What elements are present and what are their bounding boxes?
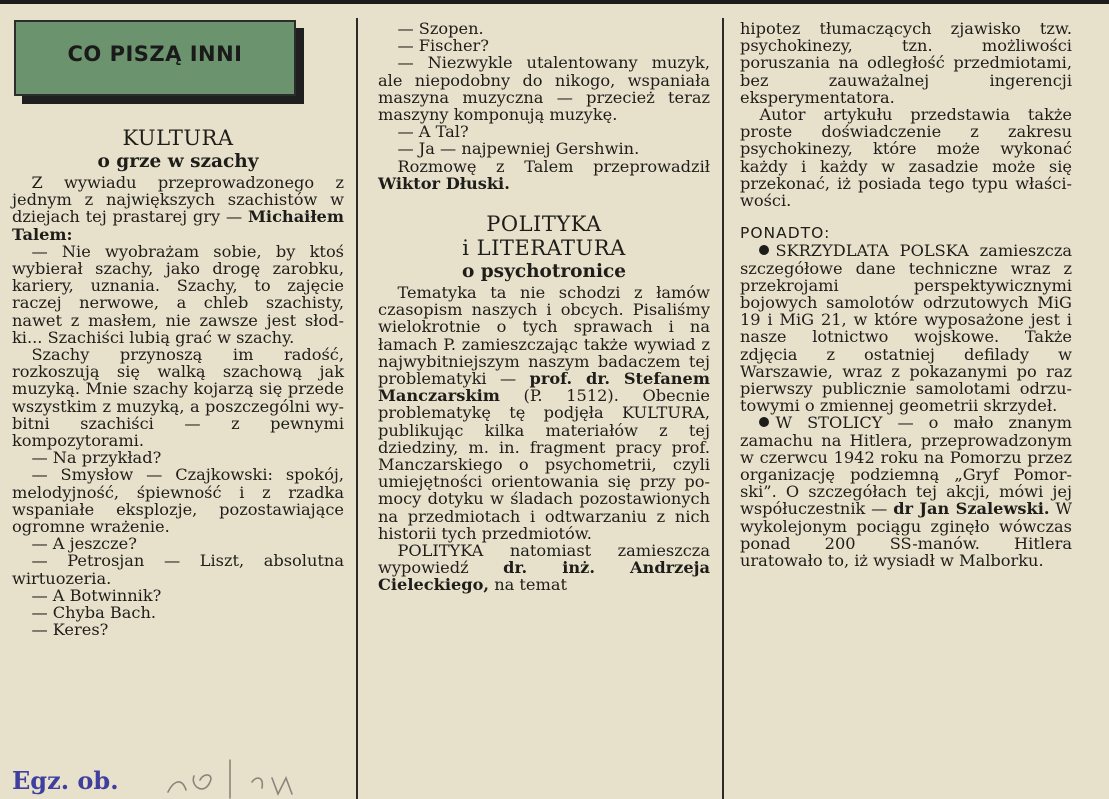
column-3	[740, 20, 1072, 569]
paragraph: — Nie wyobrażam sobie, by ktoś wybierał szachy, jako drogę zarobku, kariery, uznania. Szachy, to zajęcie raczej nerwowe, a chleb szachisty, nawet z masłem, nie zawsze jest słodki... Szachiści lubią grać w szachy.	[12, 241, 344, 347]
paragraph: — Fischer?	[397, 36, 489, 56]
bullet-icon	[759, 245, 769, 255]
handwritten-scribble	[160, 752, 300, 799]
paragraph	[378, 158, 710, 192]
text: zamieszcza szczegółowe dane techniczne wraz z przekrojami perspektywicznymi bojowych samolotów odrzutowych MiG 19 i MiG 21, w które wyposażone jest i nasze lotnictwo wojskowe. Także zdjęcia z ostatniej defilady w Warszawie, wraz z pokazanymi po raz pierwszy publicznie samolotami odrzutowymi o zmiennej geometrii skrzydeł.	[740, 241, 1073, 416]
bullet-item	[740, 414, 1072, 569]
polityka-title: POLITYKA	[486, 212, 602, 237]
credit-text: Rozmowę z Talem przeprowadził	[397, 156, 710, 176]
column-2	[378, 20, 710, 594]
text: W wykolejonym pociągu zginęło wówczas ponad 200 SS-manów. Hitlera uratowało to, iż wysiadł w Malborku.	[740, 499, 1072, 571]
person-name: dr. inż. Andrzeja Cieleckiego,	[378, 558, 710, 595]
archive-stamp: Egz. ob.	[12, 766, 119, 795]
bullet-label: W STOLICY	[775, 413, 883, 433]
bullet-icon	[759, 417, 769, 427]
paragraph: — A Tal?	[397, 122, 469, 142]
paragraph: — Ja — najpewniej Gershwin.	[397, 139, 640, 159]
paragraph: — Niezwykle utalentowany muzyk, ale niepodobny do nikogo, wspaniała maszyna muzyczna — przecież teraz maszyny komponują muzykę.	[378, 53, 710, 125]
paragraph	[378, 542, 710, 594]
paragraph: hipotez tłumaczących zjawisko tzw. psychokinezy, tzn. możliwości poruszania na odległość przedmiotami, bez zauważalnej ingerencji eksperymentatora.	[740, 19, 1072, 107]
bullet-label: SKRZYDLATA POLSKA	[775, 241, 969, 261]
column-divider-right	[722, 18, 724, 799]
paragraph: — Szopen.	[397, 19, 484, 38]
text: na temat	[489, 575, 568, 595]
intro-text: Z wywiadu przeprowadzonego z jednym z największych szachistów w dziejach tej prastarej gry —	[12, 173, 344, 227]
top-rule	[0, 0, 1109, 4]
bullet-item	[740, 242, 1072, 414]
credit-name: Wiktor Dłuski.	[378, 173, 510, 193]
text: — o mało znanym zamachu na Hitlera, przeprowadzonym w czerwcu 1942 roku na Pomorzu przez organizację podziemną „Gryf Pomorski”. O szczegółach tej akcji, mówi jej współuczestnik —	[740, 413, 1072, 519]
paragraph: — Chyba Bach.	[31, 603, 157, 623]
paragraph: Szachy przynoszą im radość, rozkoszują się walką szachową jak muzyką. Mnie szachy kojarzą się przede wszystkim z muzyką, a poszczególni wybitni szachiści — z pewnymi kompozytorami.	[12, 345, 344, 451]
polityka-title-2: i LITERATURA	[462, 236, 626, 261]
column-divider-left	[356, 18, 358, 799]
intro-name: Michaiłem Talem:	[12, 207, 344, 244]
text: POLITYKA natomiast zamieszcza wypowiedź	[378, 541, 710, 578]
section-header-box	[14, 20, 296, 96]
text: (P. 1512). Obecnie problematykę tę podjęła KULTURA, publikując kilka materiałów z tej dziedziny, m. in. fragment pracy prof. Manczarskiego o psychometrii, czyli umiejętności orientowania się przy pomocy dotyku w śladach pozostawionych na przedmiotach i odtwarzaniu z nich historii tych przedmiotów.	[378, 386, 710, 543]
section-header-label: CO PISZĄ INNI	[67, 42, 243, 66]
polityka-subtitle: o psychotronice	[461, 261, 627, 283]
paragraph: — A jeszcze?	[31, 534, 137, 554]
kultura-title: KULTURA	[122, 126, 234, 150]
person-name: prof. dr. Stefanem Manczarskim	[378, 369, 710, 406]
column-1	[12, 126, 344, 638]
paragraph: — A Botwinnik?	[31, 585, 162, 605]
paragraph: — Petrosjan — Liszt, absolutna wirtuozeria.	[12, 551, 344, 588]
ponadto-heading: PONADTO:	[740, 224, 831, 243]
kultura-intro	[12, 174, 344, 243]
paragraph	[378, 284, 710, 542]
paragraph: Autor artykułu przedstawia także proste doświadczenie z zakresu psychokinezy, które może wykonać każdy i każdy w zasadzie może się przekonać, iż posiada tego typu właściwości.	[740, 105, 1072, 211]
person-name: dr Jan Szalewski.	[893, 499, 1050, 519]
paragraph: — Keres?	[31, 620, 109, 640]
paragraph: — Smysłow — Czajkowski: spokój, melodyjność, śpiewność i z rzadka wspaniałe eksplozje, pozostawiające ogromne wrażenie.	[12, 465, 344, 537]
kultura-subtitle: o grze w szachy	[97, 151, 259, 172]
text: Tematyka ta nie schodzi z łamów czasopism naszych i obcych. Pisaliśmy wielokrotnie o tych sprawach i na łamach P. zamieszczając także wywiad z najwybitniejszym naszym badaczem tej problematyki —	[378, 283, 710, 389]
paragraph: — Na przykład?	[31, 448, 162, 468]
